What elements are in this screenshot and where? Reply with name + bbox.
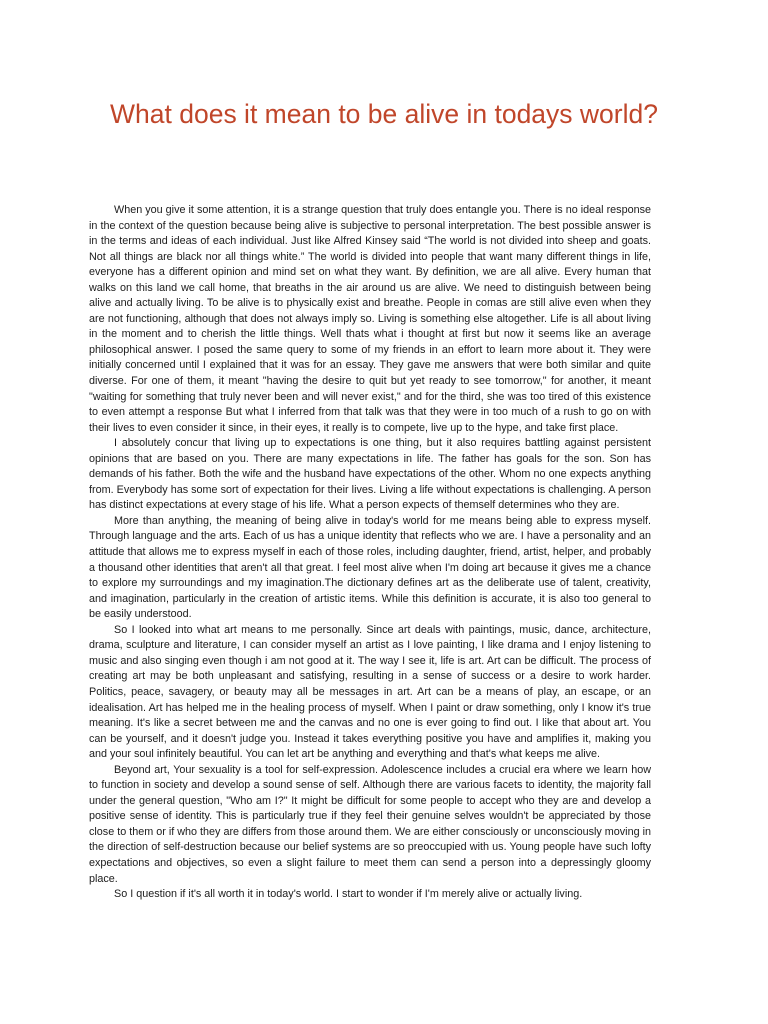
- paragraph: I absolutely concur that living up to expectations is one thing, but it also requires battling against persistent opinions that are based on you. There are many expectations in life. The father has goals for the son. Son has demands of his father. Both the wife and the husband have expectations of the other. Whom no one expects anything from. Everybody has some sort of expectation for their lives. Living a life without expectations is challenging. A person has distinct expectations at every stage of his life. What a person expects of themself determines who they are.: [89, 437, 651, 512]
- document-title: What does it mean to be alive in todays world?: [110, 99, 658, 129]
- paragraph: Beyond art, Your sexuality is a tool for self-expression. Adolescence includes a crucial era where we learn how to function in society and develop a sound sense of self. Although there are various facets to identity, the majority fall under the general question, "Who am I?" It might be difficult for some people to accept who they are and develop a positive sense of identity. This is particularly true if they feel their genuine selves wouldn't be appreciated by those close to them or if who they are differs from those around them. We are either consciously or unconsciously moving in the direction of self-destruction because our belief systems are so preoccupied with us. Young people have such lofty expectations and objectives, so even a slight failure to meet them can send a person into a depressingly gloomy place.: [89, 763, 651, 885]
- document-body: [89, 203, 651, 903]
- paragraph: When you give it some attention, it is a strange question that truly does entangle you. There is no ideal response in the context of the question because being alive is subjective to personal interpretation. The best possible answer is in the terms and ideas of each individual. Just like Alfred Kinsey said “The world is not divided into sheep and goats. Not all things are black nor all things white.” The world is divided into people that want many different things in life, everyone has a different opinion and mind set on what they want. By definition, we are all alive. Every human that walks on this land we call home, that breaths in the air around us are alive. We need to distinguish between being alive and actually living. To be alive is to physically exist and breathe. People in comas are still alive even when they are not functioning, although that does not always imply so. Living is something else altogether. Life is all about living in the moment and to cherish the little things. Well thats what i thought at first but now it seems like an average philosophical answer. I posed the same query to some of my friends in an effort to learn more about it. They were initially concerned until I explained that it was for an essay. They gave me answers that were both similar and quite diverse. For one of them, it meant "having the desire to quit but yet ready to see tomorrow," for another, it meant "waiting for something that truly never been and will never exist," and for the third, she was too tired of this existence to even attempt a response But what I inferred from that talk was that they were in too much of a rush to go on with their lives to even consider it since, in their eyes, it really is to compete, live up to the hype, and take first place.: [89, 204, 651, 434]
- paragraph: So I looked into what art means to me personally. Since art deals with paintings, music, dance, architecture, drama, sculpture and literature, I can consider myself an artist as I love painting, I like drama and I enjoy listening to music and also singing even though i am not good at it. The way I see it, life is art. Art can be difficult. The process of creating art may be both unpleasant and satisfying, resulting in a sense of success or a desire to work harder. Politics, peace, savagery, or beauty may all be messages in art. Art can be a means of play, an escape, or an idealisation. Art has helped me in the healing process of myself. When I paint or draw something, only I know it's true meaning. It's like a secret between me and the canvas and no one is ever going to find out. I like that about art. You can be yourself, and it doesn't judge you. Instead it takes everything positive you have and amplifies it, making you and your soul infinitely beautiful. You can let art be anything and everything and that's what keeps me alive.: [89, 623, 651, 761]
- paragraph: More than anything, the meaning of being alive in today's world for me means being able to express myself. Through language and the arts. Each of us has a unique identity that reflects who we are. I have a personality and an attitude that allows me to express myself in each of those roles, including daughter, friend, artist, helper, and probably a thousand other identities that aren't all that great. I feel most alive when I'm doing art because it gives me a chance to explore my surroundings and my imagination.The dictionary defines art as the deliberate use of talent, creativity, and imagination, particularly in the creation of artistic items. While this definition is accurate, it is also too general to be easily understood.: [89, 514, 651, 621]
- paragraph: So I question if it's all worth it in today's world. I start to wonder if I'm merely alive or actually living.: [114, 888, 583, 901]
